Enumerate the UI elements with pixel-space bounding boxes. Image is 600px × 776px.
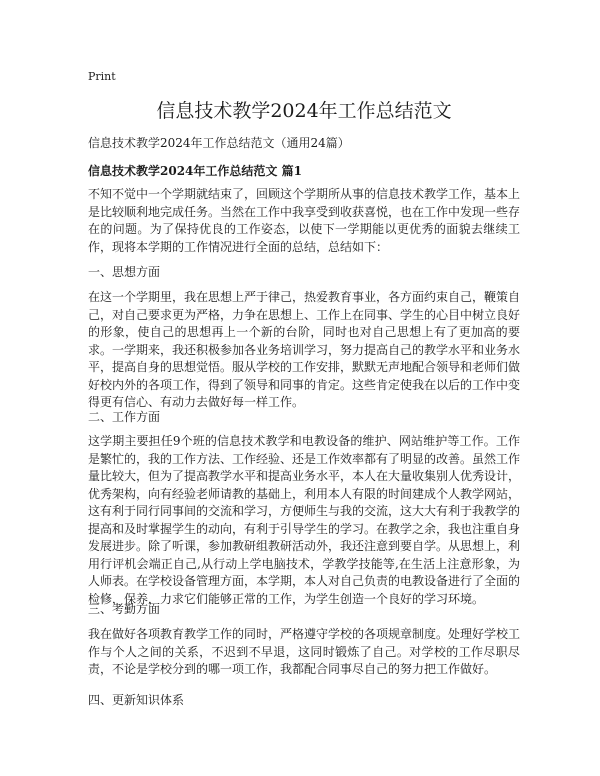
heading-attendance: 三、考勤方面	[88, 602, 161, 616]
heading-thought: 一、思想方面	[88, 265, 161, 279]
thought-paragraph: 在这一个学期里，我在思想上严于律己，热爱教育事业，各方面约束自己，鞭策自己，对自己要求更为严格，力争在思想上、工作上在同事、学生的心目中树立良好的形象，使自己的思想再上一个新的台阶，同时也对自己思想上有了更加高的要求。一学期来，我还积极参加各业务培训学习，努力提高自己的教学水平和业务水平，提高自身的思想觉悟。服从学校的工作安排，默默无声地配合领导和老师们做好校内外的各项工作，得到了领导和同事的肯定。这些肯定使我在以后的工作中变得更有信心、有动力去做好每一样工作。	[88, 290, 521, 409]
work-paragraph: 这学期主要担任9个班的信息技术教学和电教设备的维护、网站维护等工作。工作是繁忙的，我的工作方法、工作经验、还是工作效率都有了明显的改善。虽然工作量比较大，但为了提高教学水平和提高业务水平，本人在大量收集别人优秀设计，优秀架构，向有经验老师请教的基础上，利用本人有限的时间建成个人教学网站，这有利于同行同事间的交流和学习，方便师生与我的交流，这大大有利于我教学的提高和及时掌握学生的动向，有利于引导学生的学习。在教学之余，我也注重自身发展进步。除了听课，参加教研组教研活动外，我还注意到要自学。从思想上，利用行评机会端正自己,从行动上学电脑技术，学教学技能等,在生活上注意形象，为人师表。在学校设备管理方面，本学期，本人对自己负责的电教设备进行了全面的检修，保养，力求它们能够正常的工作，为学生创造一个良好的学习环境。	[88, 434, 521, 606]
document-subtitle: 信息技术教学2024年工作总结范文（通用24篇）	[88, 136, 350, 150]
attendance-paragraph: 我在做好各项教育教学工作的同时，严格遵守学校的各项规章制度。处理好学校工作与个人之间的关系，不迟到不早退，这同时锻炼了自己。对学校的工作尽职尽责，不论是学校分到的哪一项工作，我都配合同事尽自己的努力把工作做好。	[88, 627, 521, 676]
heading-knowledge: 四、更新知识体系	[88, 693, 185, 707]
document-title: 信息技术教学2024年工作总结范文	[156, 100, 452, 122]
heading-work: 二、工作方面	[88, 410, 161, 424]
intro-paragraph: 不知不觉中一个学期就结束了，回顾这个学期所从事的信息技术教学工作，基本上是比较顺利地完成任务。当然在工作中我享受到收获喜悦，也在工作中发现一些存在的问题。为了保持优良的工作姿态，以使下一学期能以更优秀的面貌去继续工作，现将本学期的工作情况进行全面的总结，总结如下：	[88, 187, 521, 254]
article-heading: 信息技术教学2024年工作总结范文 篇1	[88, 164, 302, 178]
print-link[interactable]: Print	[88, 70, 116, 83]
